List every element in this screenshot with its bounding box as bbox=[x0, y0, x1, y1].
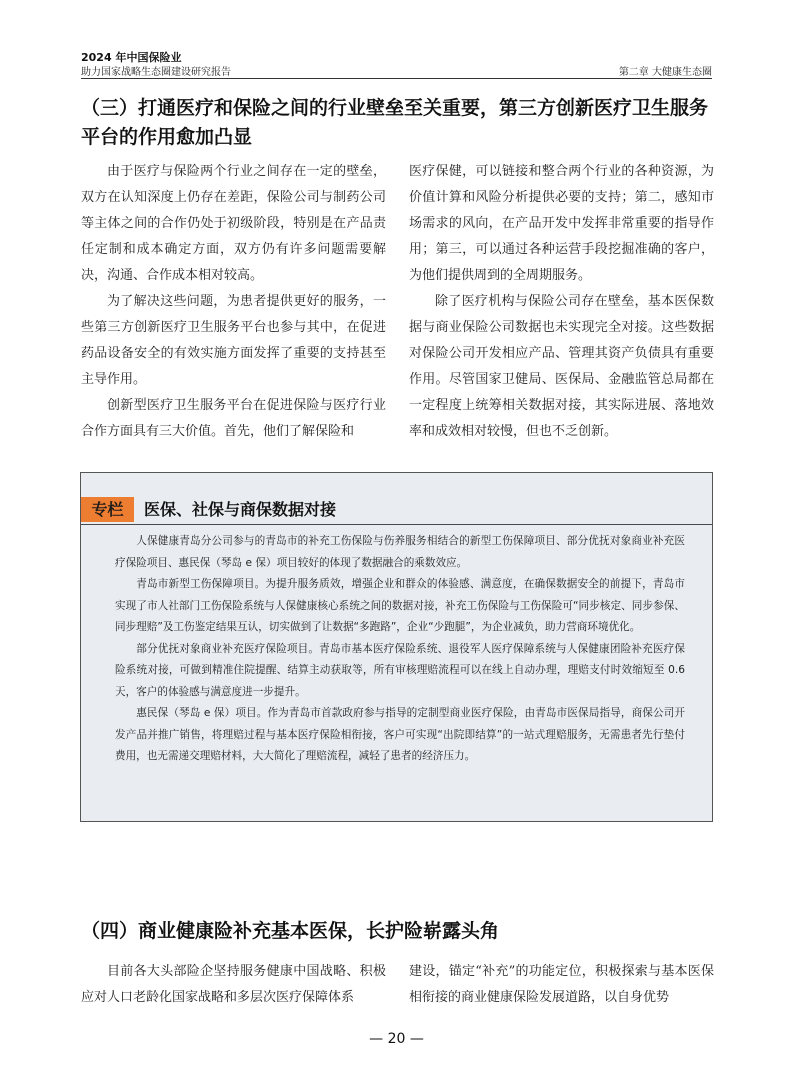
section-4-left-column bbox=[81, 959, 386, 1011]
page-number: — 20 — bbox=[369, 1031, 424, 1047]
column-paragraph: 部分优抚对象商业补充医疗保险项目。青岛市基本医疗保险系统、退役军人医疗保障系统与人保健康团险补充医疗保险系统对接，可做到精准住院提醒、结算主动获取等，所有审核理赔流程可以在线上自动办理，理赔支付时效缩短至 0.6 天，客户的体验感与满意度进一步提升。 bbox=[115, 642, 685, 698]
section-3-right-column bbox=[409, 159, 714, 445]
paragraph: 为了解决这些问题，为患者提供更好的服务，一些第三方创新医疗卫生服务平台也参与其中，在促进药品设备安全的有效实施方面发挥了重要的支持甚至主导作用。 bbox=[81, 294, 386, 387]
paragraph: 除了医疗机构与保险公司存在壁垒，基本医保数据与商业保险公司数据也未实现完全对接。这些数据对保险公司开发相应产品、管理其资产负债具有重要作用。尽管国家卫健局、医保局、金融监管总局都在一定程度上统筹相关数据对接，其实际进展、落地效率和成效相对较慢，但也不乏创新。 bbox=[409, 294, 714, 439]
column-title-divider bbox=[81, 524, 712, 525]
section-3-left-column bbox=[81, 159, 386, 445]
chapter-label: 第二章 大健康生态圈 bbox=[618, 67, 712, 78]
paragraph: 由于医疗与保险两个行业之间存在一定的壁垒，双方在认知深度上仍存在差距，保险公司与制药公司等主体之间的合作仍处于初级阶段，特别是在产品责任定制和成本确定方面，双方仍有许多问题需要解决，沟通、合作成本相对较高。 bbox=[81, 164, 386, 283]
report-subtitle: 助力国家战略生态圈建设研究报告 bbox=[81, 67, 231, 78]
column-body bbox=[115, 531, 685, 768]
section-heading-4: （四）商业健康险补充基本医保，长护险崭露头角 bbox=[81, 920, 500, 942]
column-paragraph: 青岛市新型工伤保障项目。为提升服务质效，增强企业和群众的体验感、满意度，在确保数据安全的前提下，青岛市实现了市人社部门工伤保险系统与人保健康核心系统之间的数据对接，补充工伤保险与工伤保险可“同步核定、同步参保、同步理赔”及工伤鉴定结果互认，切实做到了让数据“多跑路”，企业“少跑腿”，为企业减负，助力营商环境优化。 bbox=[115, 578, 685, 633]
section-4-right-column bbox=[409, 959, 714, 1011]
header-divider bbox=[81, 78, 712, 79]
column-paragraph: 惠民保（琴岛 e 保）项目。作为青岛市首款政府参与指导的定制型商业医疗保险，由青岛市医保局指导，商保公司开发产品并推广销售，将理赔过程与基本医疗保险相衔接，客户可实现“出院即结算”的一站式理赔服务，无需患者先行垫付费用，也无需递交理赔材料，大大简化了理赔流程，减轻了患者的经济压力。 bbox=[115, 707, 685, 762]
section-heading-3: （三）打通医疗和保险之间的行业壁垒至关重要，第三方创新医疗卫生服务平台的作用愈加凸显 bbox=[81, 97, 709, 148]
column-title: 医保、社保与商保数据对接 bbox=[144, 500, 337, 519]
paragraph: 建设，锚定“补充”的功能定位，积极探索与基本医保相衔接的商业健康保险发展道路，以自身优势 bbox=[409, 964, 714, 1005]
paragraph: 创新型医疗卫生服务平台在促进保险与医疗行业合作方面具有三大价值。首先，他们了解保险和 bbox=[81, 398, 386, 439]
report-year-title: 2024 年中国保险业 bbox=[81, 51, 182, 64]
feature-column-box bbox=[80, 472, 713, 822]
column-tag: 专栏 bbox=[81, 497, 134, 522]
paragraph: 目前各大头部险企坚持服务健康中国战略、积极应对人口老龄化国家战略和多层次医疗保障体系 bbox=[81, 964, 386, 1005]
paragraph: 医疗保健，可以链接和整合两个行业的各种资源，为价值计算和风险分析提供必要的支持；第二，感知市场需求的风向，在产品开发中发挥非常重要的指导作用；第三，可以通过各种运营手段挖掘准确的客户，为他们提供周到的全周期服务。 bbox=[409, 164, 714, 283]
column-paragraph: 人保健康青岛分公司参与的青岛市的补充工伤保险与伤养服务相结合的新型工伤保障项目、部分优抚对象商业补充医疗保险项目、惠民保（琴岛 e 保）项目较好的体现了数据融合的乘数效应。 bbox=[115, 535, 685, 569]
